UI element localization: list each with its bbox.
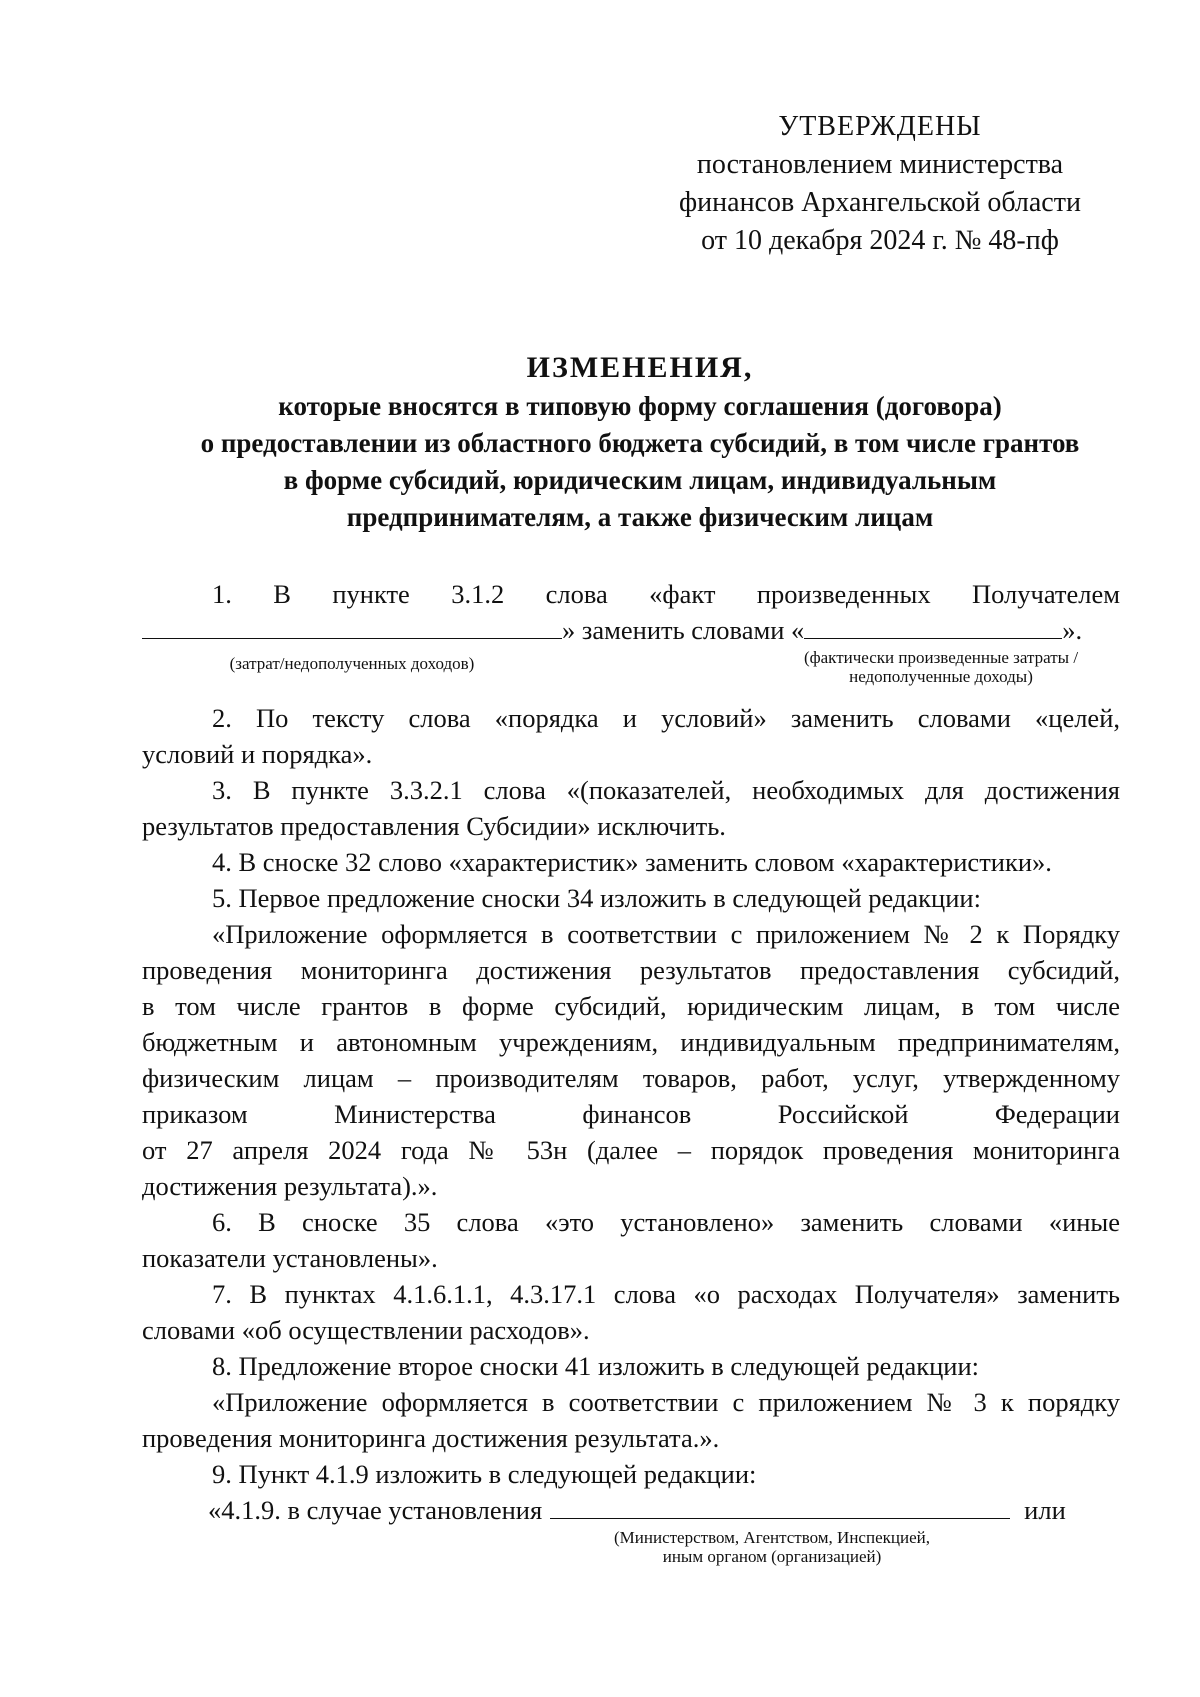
item-5-line-1: 5. Первое предложение сноски 34 изложить в следующей редакции: — [212, 883, 981, 913]
caption-right-line-2: недополученные доходы) — [849, 667, 1033, 686]
item-9-captions — [142, 1528, 1120, 1572]
blank-field — [142, 616, 562, 639]
document-heading — [140, 348, 1140, 536]
heading-line-2: о предоставлении из областного бюджета субсидий, в том числе грантов — [200, 428, 1080, 458]
item-4-line-1: 4. В сноске 32 слово «характеристик» заменить словом «характеристики». — [212, 847, 1052, 877]
item-5-quote-line-4: бюджетным и автономным учреждениям, индивидуальным предпринимателям, — [142, 1027, 1120, 1057]
item-1-mid-text: » заменить словами « — [562, 615, 805, 645]
item-5-quote-line-1: «Приложение оформляется в соответствии с приложением № 2 к Порядку — [212, 919, 1120, 949]
item-5-quote-line-3: в том числе грантов в форме субсидий, юридическим лицам, в том числе — [142, 991, 1120, 1021]
item-5-quote-line-5: физическим лицам – производителям товаров, работ, услуг, утвержденному — [142, 1063, 1120, 1093]
item-8-quote-line-1: «Приложение оформляется в соответствии с приложением № 3 к порядку — [212, 1387, 1120, 1417]
heading-title: ИЗМЕНЕНИЯ, — [526, 351, 754, 384]
item-7-line-1: 7. В пунктах 4.1.6.1.1, 4.3.17.1 слова «о расходах Получателя» заменить — [212, 1279, 1120, 1309]
item-5-quote-line-6: приказом Министерства финансов Российской Федерации — [142, 1099, 1120, 1129]
item-9-caption — [572, 1528, 972, 1566]
approval-block — [600, 108, 1160, 260]
item-2-line-2: условий и порядка». — [142, 739, 373, 769]
document-body — [142, 576, 1120, 1572]
approval-title: УТВЕРЖДЕНЫ — [778, 111, 982, 142]
item-7-line-2: словами «об осуществлении расходов». — [142, 1315, 590, 1345]
caption-right — [762, 648, 1120, 686]
heading-line-4: предпринимателям, а также физическим лицам — [346, 502, 934, 532]
item-8-quote-line-2: проведения мониторинга достижения результата.». — [142, 1423, 720, 1453]
item-1-line-2 — [142, 612, 1120, 648]
item-3-line-1: 3. В пункте 3.3.2.1 слова «(показателей, необходимых для достижения — [212, 775, 1120, 805]
caption-left: (затрат/недополученных доходов) — [229, 654, 475, 673]
heading-line-1: которые вносятся в типовую форму соглашения (договора) — [278, 391, 1002, 421]
approval-line-3: от 10 декабря 2024 г. № 48-пф — [701, 225, 1059, 256]
item-1-line-1: 1. В пункте 3.1.2 слова «факт произведенных Получателем — [212, 579, 1120, 609]
item-6-line-2: показатели установлены». — [142, 1243, 438, 1273]
item-9-quote-line — [142, 1492, 1120, 1528]
item-5-quote-line-7: от 27 апреля 2024 года № 53н (далее – порядок проведения мониторинга — [142, 1135, 1120, 1165]
item-9-line-1: 9. Пункт 4.1.9 изложить в следующей редакции: — [212, 1459, 757, 1489]
item-1-end-text: ». — [1062, 615, 1083, 645]
item-5-quote-line-2: проведения мониторинга достижения результатов предоставления субсидий, — [142, 955, 1120, 985]
item-9-quote-start: «4.1.9. в случае установления — [208, 1495, 543, 1525]
item-8-line-1: 8. Предложение второе сноски 41 изложить в следующей редакции: — [212, 1351, 980, 1381]
blank-field — [550, 1496, 1010, 1519]
item-6-line-1: 6. В сноске 35 слова «это установлено» заменить словами «иные — [212, 1207, 1120, 1237]
caption-right-line-1: (фактически произведенные затраты / — [803, 648, 1079, 667]
item-2-line-1: 2. По тексту слова «порядка и условий» заменить словами «целей, — [212, 703, 1120, 733]
item-9-caption-line-2: иным органом (организацией) — [662, 1547, 882, 1566]
item-9-caption-line-1: (Министерством, Агентством, Инспекцией, — [614, 1528, 930, 1547]
blank-field — [804, 616, 1062, 639]
item-1-captions — [142, 648, 1120, 700]
approval-line-1: постановлением министерства — [696, 149, 1064, 180]
item-9-quote-end: или — [1024, 1495, 1066, 1525]
approval-line-2: финансов Архангельской области — [679, 187, 1081, 218]
heading-line-3: в форме субсидий, юридическим лицам, индивидуальным — [283, 465, 997, 495]
item-3-line-2: результатов предоставления Субсидии» исключить. — [142, 811, 726, 841]
item-5-quote-line-8: достижения результата).». — [142, 1171, 438, 1201]
